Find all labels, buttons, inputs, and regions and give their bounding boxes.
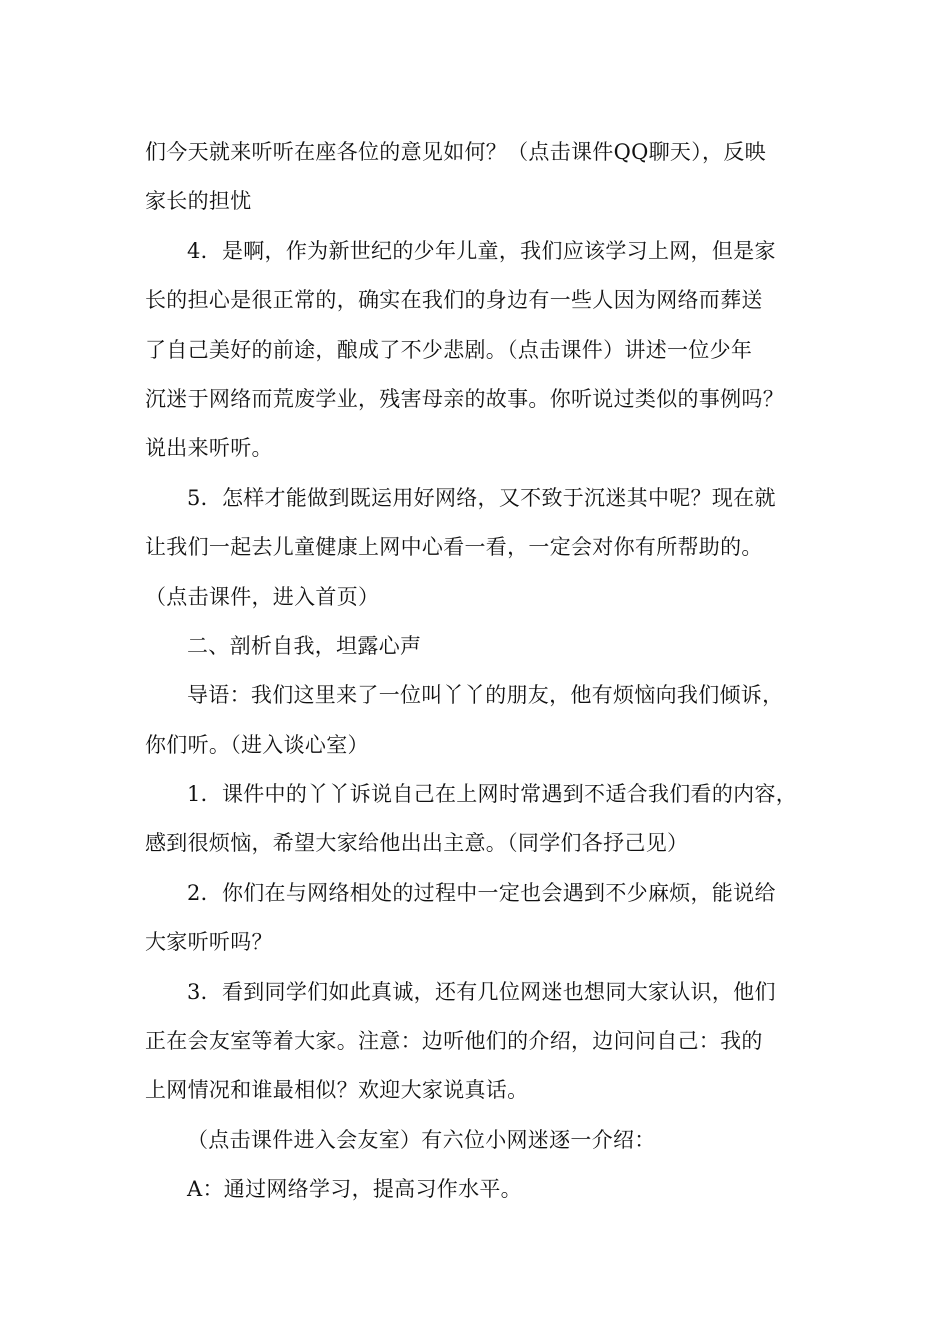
paragraph-line: 2．你们在与网络相处的过程中一定也会遇到不少麻烦，能说给 — [187, 880, 776, 905]
paragraph-line: 长的担心是很正常的，确实在我们的身边有一些人因为网络而葬送 — [145, 288, 763, 313]
paragraph-line: 1．课件中的丫丫诉说自己在上网时常遇到不适合我们看的内容， — [187, 782, 798, 807]
paragraph-line: 上网情况和谁最相似？欢迎大家说真话。 — [145, 1078, 529, 1103]
paragraph-line: （点击课件进入会友室）有六位小网迷逐一介绍： — [187, 1127, 656, 1152]
paragraph-line: 感到很烦恼，希望大家给他出出主意。（同学们各抒己见） — [145, 831, 689, 856]
paragraph-line: 5．怎样才能做到既运用好网络，又不致于沉迷其中呢？现在就 — [187, 485, 776, 510]
paragraph-line: 们今天就来听听在座各位的意见如何？（点击课件QQ聊天），反映 — [145, 140, 766, 164]
document-body — [145, 128, 835, 1215]
paragraph-line: 家长的担忧 — [145, 189, 252, 214]
paragraph-line: 沉迷于网络而荒废学业，残害母亲的故事。你听说过类似的事例吗？ — [145, 386, 784, 411]
paragraph-line: 了自己美好的前途，酿成了不少悲剧。（点击课件）讲述一位少年 — [145, 337, 753, 362]
paragraph-line: （点击课件，进入首页） — [145, 584, 380, 609]
paragraph-line: 4．是啊，作为新世纪的少年儿童，我们应该学习上网，但是家 — [187, 238, 776, 263]
paragraph-line: 说出来听听。 — [145, 436, 273, 461]
paragraph-line: 大家听听吗？ — [145, 930, 273, 955]
list-item: A：通过网络学习，提高习作水平。 — [187, 1177, 522, 1202]
section-heading: 二、剖析自我，坦露心声 — [187, 633, 422, 658]
paragraph-line: 3．看到同学们如此真诚，还有几位网迷也想同大家认识，他们 — [187, 979, 776, 1004]
paragraph-line: 你们听。（进入谈心室） — [145, 732, 369, 757]
paragraph-line: 让我们一起去儿童健康上网中心看一看，一定会对你有所帮助的。 — [145, 535, 763, 560]
paragraph-line: 正在会友室等着大家。注意：边听他们的介绍，边问问自己：我的 — [145, 1029, 763, 1054]
paragraph-line: 导语：我们这里来了一位叫丫丫的朋友，他有烦恼向我们倾诉， — [187, 683, 784, 708]
